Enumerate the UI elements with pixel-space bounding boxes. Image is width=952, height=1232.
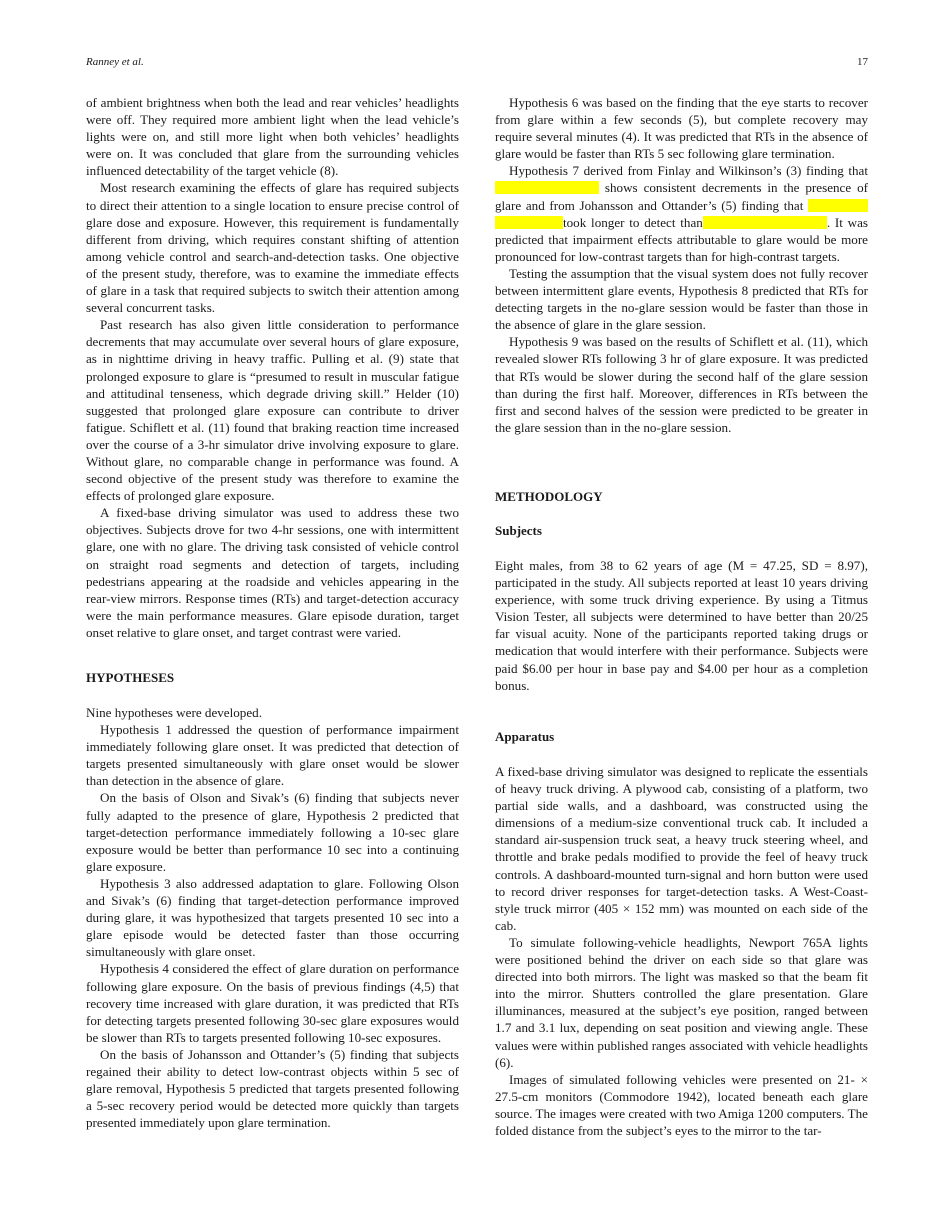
subsection-heading-apparatus: Apparatus — [495, 729, 555, 744]
paragraph: On the basis of Olson and Sivak’s (6) finding that subjects never fully adapted to the presence of glare, Hypothesis 2 predicted that target-detection performance immediately following a 10-sec glare exposure would be better than performance 10 sec into a continuing glare exposure. — [86, 790, 459, 874]
paragraph: Most research examining the effects of glare has required subjects to direct their attention to a single location to ensure precise control of glare dose and exposure. However, this requirement is fundamentally different from driving, which requires constant shifting of attention among vehicle control and search-and-detection tasks. One objective of the present study, therefore, was to examine the immediate effects of glare in a task that required subjects to switch their attention among several concurrent tasks. — [86, 180, 459, 316]
apparatus-body — [495, 763, 868, 1139]
paragraph: A fixed-base driving simulator was designed to replicate the essentials of heavy truck driving. A plywood cab, consisting of a platform, two partial side walls, and a dashboard, was constructed using the dimensions of a medium-size conventional truck cab. It included a standard air-suspension truck seat, a heavy truck steering wheel, and throttle and brake pedals modified to provide the feel of heavy truck controls. A dashboard-mounted turn-signal and horn button were used to record driver responses for target-detection tasks. A West-Coast-style truck mirror (405 × 152 mm) was mounted on each side of the cab. — [495, 764, 868, 933]
paragraph: On the basis of Johansson and Ottander’s (5) finding that subjects regained their ability to detect low-contrast objects within 5 sec of glare removal, Hypothesis 5 predicted that targets presented following a 5-sec recovery period would be detected more quickly than targets presented immediately upon glare termination. — [86, 1046, 459, 1131]
paragraph: of ambient brightness when both the lead and rear vehicles’ headlights were off. They required more ambient light when the lead vehicle’s lights were on, and still more light when both vehicles’ headlights were on. It was concluded that glare from the surrounding vehicles influenced detectability of the target vehicle (8). — [86, 95, 459, 179]
paragraph: A fixed-base driving simulator was used to address these two objectives. Subjects drove for two 4-hr sessions, one with intermittent glare, one with no glare. The driving task consisted of vehicle control on straight road segments and detection of targets, including pedestrians appearing at the roadside and vehicles appearing in the rear-view mirrors. Response times (RTs) and target-detection accuracy were the main performance measures. Glare episode duration, target onset relative to glare onset, and target contrast were varied. — [86, 505, 459, 640]
paragraph: Hypothesis 9 was based on the results of Schiflett et al. (11), which revealed slower RTs following 3 hr of glare exposure. It was predicted that RTs would be slower during the second half of the glare session than during the first half. Moreover, differences in RTs between the first and second halves of the session were predicted to be greater in the glare session than in the no-glare session. — [495, 334, 868, 435]
highlight-redaction — [495, 181, 599, 194]
right-hypotheses — [495, 94, 868, 436]
highlight-redaction — [703, 216, 827, 229]
text: . It was predicted that impairment effects attributable to glare would be more pronounced for low-contrast targets than for high-contrast targets. — [495, 214, 868, 264]
paragraph-h7 — [495, 162, 868, 265]
paragraph: Hypothesis 3 also addressed adaptation to glare. Following Olson and Sivak’s (6) finding that target-detection performance improved during glare, it was hypothesized that targets presented 10 sec into a glare episode would be detected faster than those occurring simultaneously with glare onset. — [86, 875, 459, 960]
subsection-heading-subjects: Subjects — [495, 523, 542, 538]
text: shows consistent decrements in the presence of glare and from Johansson and Ottander’s (5) finding that — [495, 180, 868, 213]
running-head: Ranney et al. — [86, 56, 144, 68]
section-heading-methodology: METHODOLOGY — [495, 489, 603, 504]
paragraph: Hypothesis 6 was based on the finding that the eye starts to recover from glare within a few seconds (5), but complete recovery may require several minutes (4). It was predicted that RTs in the absence of glare would be faster than RTs 5 sec following glare termination. — [495, 95, 868, 162]
text: Hypothesis 7 derived from Finlay and Wilkinson’s (3) finding that — [509, 163, 868, 179]
page-number: 17 — [857, 56, 868, 68]
hypotheses-body — [86, 704, 459, 1131]
highlight-redaction — [495, 216, 563, 229]
paragraph: To simulate following-vehicle headlights, Newport 765A lights were positioned behind the driver on each side so that glare was directed into both mirrors. The light was masked so that the beam fit into the mirror. Shutters controlled the glare presentation. Glare illuminances, measured at the subject’s eye position, ranged between 1.7 and 3.1 lux, depending on seat position and viewing angle. These values were within published ranges associated with vehicle headlights (6). — [495, 934, 868, 1070]
paragraph: Eight males, from 38 to 62 years of age (M = 47.25, SD = 8.97), participated in the study. All subjects reported at least 10 years driving experience, with some truck driving experience. By using a Titmus Vision Tester, all subjects were determined to have better than 20/25 far visual acuity. None of the participants reported taking drugs or medication that would interfere with their performance. Subjects were paid $6.00 per hour in base pay and $4.00 per hour as a completion bonus. — [495, 558, 868, 693]
left-intro — [86, 94, 459, 641]
paragraph: Hypothesis 1 addressed the question of performance impairment immediately following glare onset. It was predicted that detection of targets presented simultaneously with glare onset would be slower than detection in the absence of glare. — [86, 722, 459, 789]
paragraph: Nine hypotheses were developed. — [86, 705, 262, 720]
highlight-redaction — [808, 199, 868, 212]
paragraph: Images of simulated following vehicles were presented on 21- × 27.5-cm monitors (Commodore 1942), located beneath each glare source. The images were created with two Amiga 1200 computers. The folded distance from the subject’s eyes to the mirror to the tar- — [495, 1071, 868, 1138]
subjects-body — [495, 557, 868, 694]
section-heading-hypotheses: HYPOTHESES — [86, 670, 175, 685]
text: took longer to detect than — [563, 214, 703, 230]
paragraph: Past research has also given little consideration to performance decrements that may accumulate over several hours of glare exposure, as in nighttime driving in heavy traffic. Pulling et al. (9) state that prolonged exposure to glare is “presumed to result in muscular fatigue and attitudinal tenseness, which degrade driving skill.” Helder (10) suggested that prolonged glare exposure can contribute to driver fatigue. Schiflett et al. (11) found that braking reaction time increased over the course of a 3-hr simulator drive involving exposure to glare. Without glare, no comparable change in performance was found. A second objective of the present study was therefore to examine the effects of prolonged glare exposure. — [86, 317, 459, 504]
paragraph: Hypothesis 4 considered the effect of glare duration on performance following glare exposure. On the basis of previous findings (4,5) that recovery time increased with glare duration, it was predicted that RTs for detecting targets presented following 30-sec glare exposures would be slower than RTs to targets presented following 10-sec exposures. — [86, 961, 459, 1045]
paragraph: Testing the assumption that the visual system does not fully recover between intermittent glare events, Hypothesis 8 predicted that RTs for detecting targets in the no-glare session would be faster than those in the absence of glare in the glare session. — [495, 265, 868, 333]
